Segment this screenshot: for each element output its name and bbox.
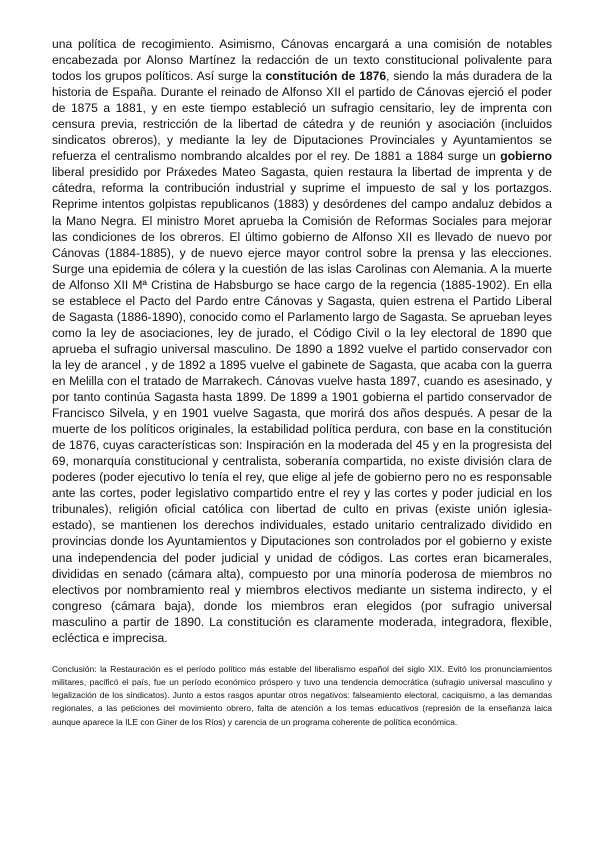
paragraph-text-part-3: liberal presidido por Práxedes Mateo Sagasta, quien restaura la libertad de imprenta y de cátedra, reforma la contribución industrial y suprime el impuesto de sal y los portazgos. Reprime intentos golpistas republicanos (1883) y desórdenes del campo andaluz debidos a la Mano Negra. El ministro Moret aprueba la Comisión de Reformas Sociales para mejorar las condiciones de los obreros. El último gobierno de Alfonso XII es llevado de nuevo por Cánovas (1884-1885), y de nuevo ejerce mayor control sobre la prensa y las elecciones. Surge una epidemia de cólera y la cuestión de las islas Carolinas con Alemania. A la muerte de Alfonso XII Mª Cristina de Habsburgo se hace cargo de la regencia (1885-1902). En ella se establece el Pacto del Pardo entre Cánovas y Sagasta, quien estrena el Partido Liberal de Sagasta (1886-1890), conocido como el Parlamento largo de Sagasta. Se aprueban leyes como la ley de asociaciones, ley de jurado, el Código Civil o la ley electoral de 1890 que aprueba el sufragio universal masculino. De 1890 a 1892 vuelve el partido conservador con la ley de arancel , y de 1892 a 1895 vuelve el gabinete de Sagasta, que acaba con la guerra en Melilla con el tratado de Marrakech. Cánovas vuelve hasta 1897, cuando es asesinado, y por tanto continúa Sagasta hasta 1899. De 1899 a 1901 gobierna el partido conservador de Francisco Silvela, y en 1901 vuelve Sagasta, que morirá dos años después. A pesar de la muerte de los políticos originales, la estabilidad política perdura, con base en la constitución de 1876, cuyas características son: Inspiración en la moderada del 45 y en la progresista del 69, monarquía constitucional y centralista, soberanía compartida, no existe división clara de poderes (poder ejecutivo lo tenía el rey, que elige al jefe de gobierno pero no es responsable ante las cortes, poder legislativo compartido entre el rey y las cortes y poder judicial en los tribunales), religión oficial católica con libertad de culto en privas (existe unión iglesia-estado), se mantienen los derechos individuales, estado unitario centralizado dividido en provincias donde los Ayuntamientos y Diputaciones son controlados por el gobierno y existe una independencia del poder judicial y unidad de códigos. Las cortes eran bicamerales, divididas en senado (cámara alta), compuesto por una minoría poderosa de miembros no electivos por nombramiento real y miembros electivos mediante un sistema indirecto, y el congreso (cámara baja), donde los miembros eran elegidos (por sufragio universal masculino a partir de 1890. La constitución es claramente moderada, integradora, flexible, ecléctica e imprecisa. <box>52 165 552 645</box>
bold-term-constitucion-1876: constitución de 1876 <box>265 69 387 84</box>
document-page <box>52 36 552 729</box>
conclusion-paragraph: Conclusión: la Restauración es el período político más estable del liberalismo español del siglo XIX. Evitó los pronunciamientos militares, pacificó el país, fue un período económico próspero y tuvo una tendencia democrática (sufragio universal masculino y legalización de los sindicatos). Junto a estos rasgos apuntar otros negativos: falseamiento electoral, caciquismo, a las demandas regionales, a las peticiones del movimiento obrero, falta de atención a los temas educativos (represión de la enseñanza laica aunque aparece la ILE con Giner de los Ríos) y carencia de un programa coherente de política económica. <box>52 663 552 727</box>
bold-term-gobierno: gobierno <box>500 149 552 164</box>
paragraph-text-part-2: , siendo la más duradera de la historia de España. Durante el reinado de Alfonso XII el partido de Cánovas ejerció el poder de 1875 a 1881, y en este tiempo estableció un sufragio censitario, ley de imprenta con censura previa, restricción de la libertad de cátedra y de reunión y asociación (incluidos sindicatos obreros), y mediante la ley de Diputaciones Provinciales y Ayuntamientos se refuerza el centralismo nombrando alcaldes por el rey. De 1881 a 1884 surge un <box>52 69 552 164</box>
main-paragraph <box>52 36 552 646</box>
paragraph-text-part-1: una política de recogimiento. Asimismo, Cánovas encargará a una comisión de notables encabezada por Alonso Martínez la redacción de un texto constitucional polivalente para todos los grupos políticos. Así surge la <box>52 37 552 84</box>
